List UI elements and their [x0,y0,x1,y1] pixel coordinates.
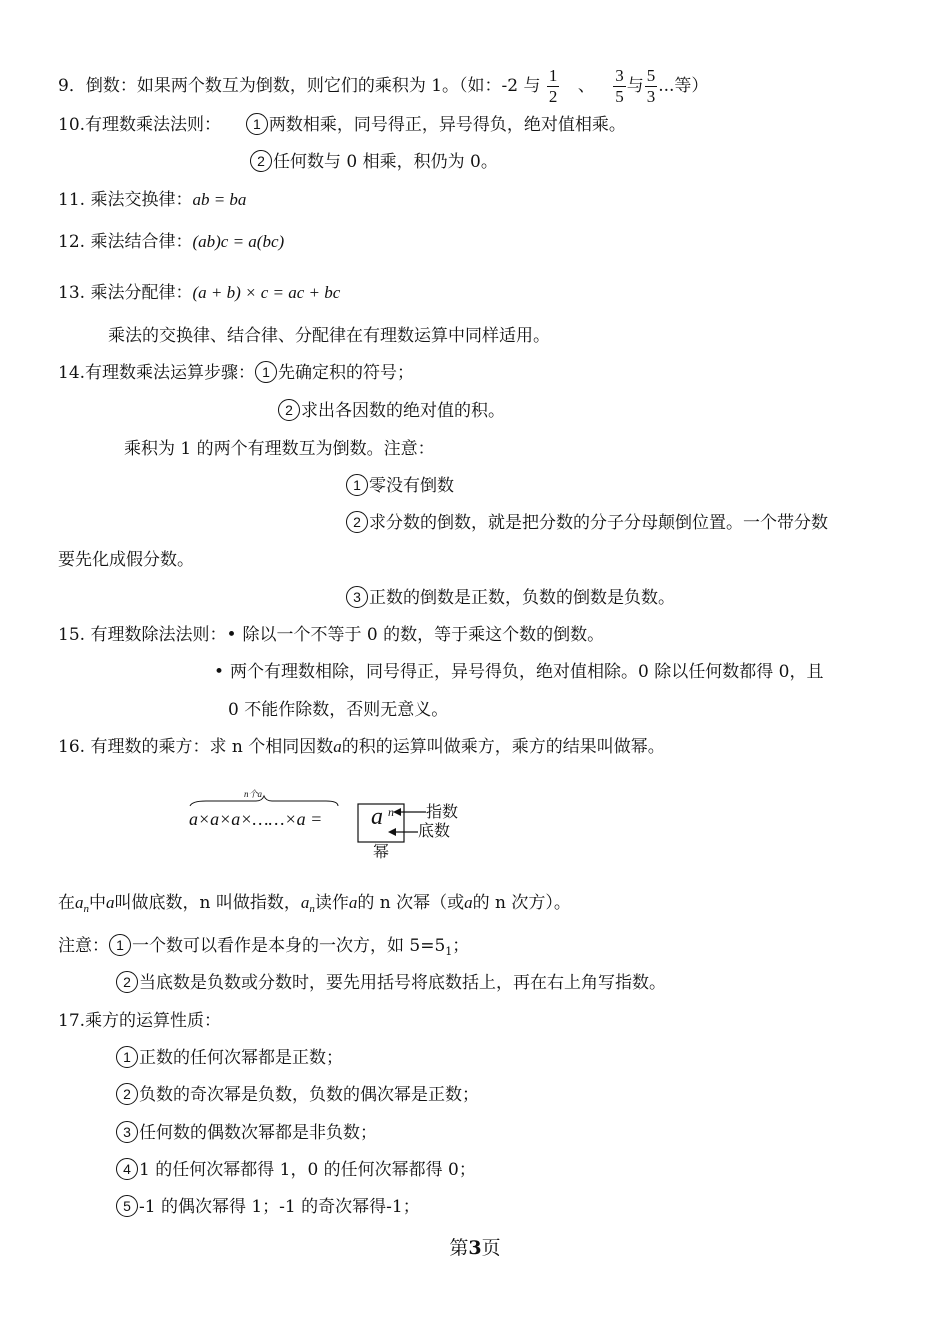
power-exponent: n [388,805,394,819]
circled-number: 2 [346,511,368,533]
circled-number: 2 [278,399,300,421]
explain-text: 的 n 次幂（或 [357,893,465,913]
a-n-base: a [75,893,84,912]
note-1-end: ； [452,936,470,956]
item-11-commutative [58,189,246,211]
note-1-subscript: 1 [445,945,453,958]
item-14-label: 14.有理数乘法运算步骤： [58,363,256,383]
reciprocal-note-1: 零没有倒数 [369,476,454,496]
item-15-rule-1: 除以一个不等于 0 的数，等于乘这个数的倒数。 [242,625,605,645]
item-15-rule-2: 两个有理数相除，同号得正，异号得负，绝对值相除。0 除以任何数都得 0，且 [230,662,824,682]
reciprocal-intro: 乘积为 1 的两个有理数互为倒数。注意： [124,439,435,459]
brace-label: n个a [244,789,263,799]
page-number: 3 [468,1237,482,1259]
item-15-label: 15. 有理数除法法则： [58,625,227,645]
item-10-multiplication-rule [58,114,626,137]
circled-number: 5 [116,1195,138,1217]
power-label: 幂 [373,842,390,861]
exponent-label: 指数 [426,802,459,821]
explain-text: 叫做底数，n 叫做指数， [114,893,301,913]
a-n-exp: n [309,903,315,915]
item-12-formula: (ab)c = a(bc) [192,232,285,251]
circled-number: 1 [246,113,268,135]
circled-number: 1 [346,474,368,496]
circled-number: 2 [116,1083,138,1105]
item-10-label: 10.有理数乘法法则： [58,115,222,135]
item-16-note-2-line [116,972,666,995]
power-property [116,1047,343,1070]
bullet: • [214,662,225,682]
reciprocal-note-1-line [346,475,454,498]
item-17-label: 17.乘方的运算性质： [58,1011,222,1031]
bullet: • [226,625,237,645]
item-14-step-2: 求出各因数的绝对值的积。 [301,401,505,421]
property-text: -1 的偶次幂得 1；-1 的奇次幂得-1； [139,1197,420,1217]
item-11-formula: ab = ba [192,190,247,209]
item-13-distributive [58,282,340,304]
circled-number: 1 [255,361,277,383]
item-13-formula: (a + b) × c = ac + bc [192,283,341,302]
item-14-step-1: 先确定积的符号； [278,363,415,383]
power-property [116,1159,476,1182]
power-base: a [371,804,383,830]
explain-text: 在 [58,893,75,913]
item-16-var: a [333,737,342,756]
exponent-arrowhead [393,808,401,816]
property-text: 1 的任何次幂都得 1，0 的任何次幂都得 0； [139,1160,476,1180]
item-13-label: 13. 乘法分配律： [58,283,193,303]
item-11-label: 11. 乘法交换律： [58,190,193,210]
explain-text: 的 n 次方）。 [472,893,571,913]
page-suffix: 页 [481,1237,501,1259]
circled-number: 1 [116,1046,138,1068]
power-property [116,1084,479,1107]
circled-number: 3 [116,1121,138,1143]
item-9-separator: 、 [577,76,595,96]
fraction-3-5: $\frac{3}{5}$ [615,66,624,106]
item-14-steps [58,362,414,385]
item-15-rule-2-cont: 0 不能作除数，否则无意义。 [228,700,449,720]
a-n-exp: n [83,903,89,915]
note-label: 注意： [58,936,109,956]
fraction-5-3: $\frac{5}{3}$ [646,66,656,106]
property-text: 正数的任何次幂都是正数； [139,1048,343,1068]
item-16-rest: 的积的运算叫做乘方，乘方的结果叫做幂。 [341,737,665,757]
circled-number: 2 [116,971,138,993]
var-a: a [348,893,358,912]
item-16-note-1-line [58,935,469,959]
property-text: 任何数的偶数次幂都是非负数； [139,1123,377,1143]
item-9-prefix: 9．倒数：如果两个数互为倒数，则它们的乘积为 1。（如：-2 与 [58,76,541,96]
reciprocal-note-3-line [346,587,675,610]
note-2: 当底数是负数或分数时，要先用括号将底数括上，再在右上角写指数。 [139,973,666,993]
item-9-mid: 与 [626,76,644,96]
power-property [116,1122,377,1145]
item-15-division-rule [58,624,604,646]
explain-text: 中 [89,893,106,913]
note-1: 一个数可以看作是本身的一次方，如 5=5 [132,936,446,956]
item-9-suffix: ...等） [658,76,709,96]
item-10-rule-2-line [250,151,498,174]
circled-number: 1 [109,934,131,956]
circled-number: 2 [250,150,272,172]
item-12-associative [58,231,284,253]
property-text: 负数的奇次幂是负数，负数的偶次幂是正数； [139,1085,479,1105]
base-arrowhead [388,828,396,836]
power-property [116,1196,420,1219]
reciprocal-note-2: 求分数的倒数，就是把分数的分子分母颠倒位置。一个带分数 [369,513,828,533]
item-16-label: 16. 有理数的乘方：求 n 个相同因数 [58,737,334,757]
page-prefix: 第 [449,1237,469,1259]
product-expression: a×a×a×……×a = [189,809,323,829]
laws-note: 乘法的交换律、结合律、分配律在有理数运算中同样适用。 [108,326,550,346]
reciprocal-note-2-cont: 要先化成假分数。 [58,550,194,570]
item-16-explanation [58,892,571,916]
explain-text: 读作 [314,893,349,913]
item-14-step-2-line [278,400,505,423]
power-diagram [186,790,476,870]
fraction-1-2: $\frac{1}{2}$ [548,66,558,106]
brace-line [190,796,338,806]
var-a: a [106,893,115,912]
item-10-rule-2: 任何数与 0 相乘，积仍为 0。 [273,152,498,172]
item-9-reciprocal [58,66,708,107]
circled-number: 4 [116,1158,138,1180]
page-footer [0,1233,950,1260]
item-12-label: 12. 乘法结合律： [58,232,193,252]
item-15-rule-2-line [214,661,823,683]
base-label: 底数 [418,821,451,840]
circled-number: 3 [346,586,368,608]
reciprocal-note-3: 正数的倒数是正数，负数的倒数是负数。 [369,588,675,608]
a-n-base: a [300,893,310,912]
item-16-power [58,736,665,758]
var-a: a [464,893,473,912]
item-10-rule-1: 两数相乘，同号得正，异号得负，绝对值相乘。 [268,115,626,135]
reciprocal-note-2-line [346,512,828,535]
